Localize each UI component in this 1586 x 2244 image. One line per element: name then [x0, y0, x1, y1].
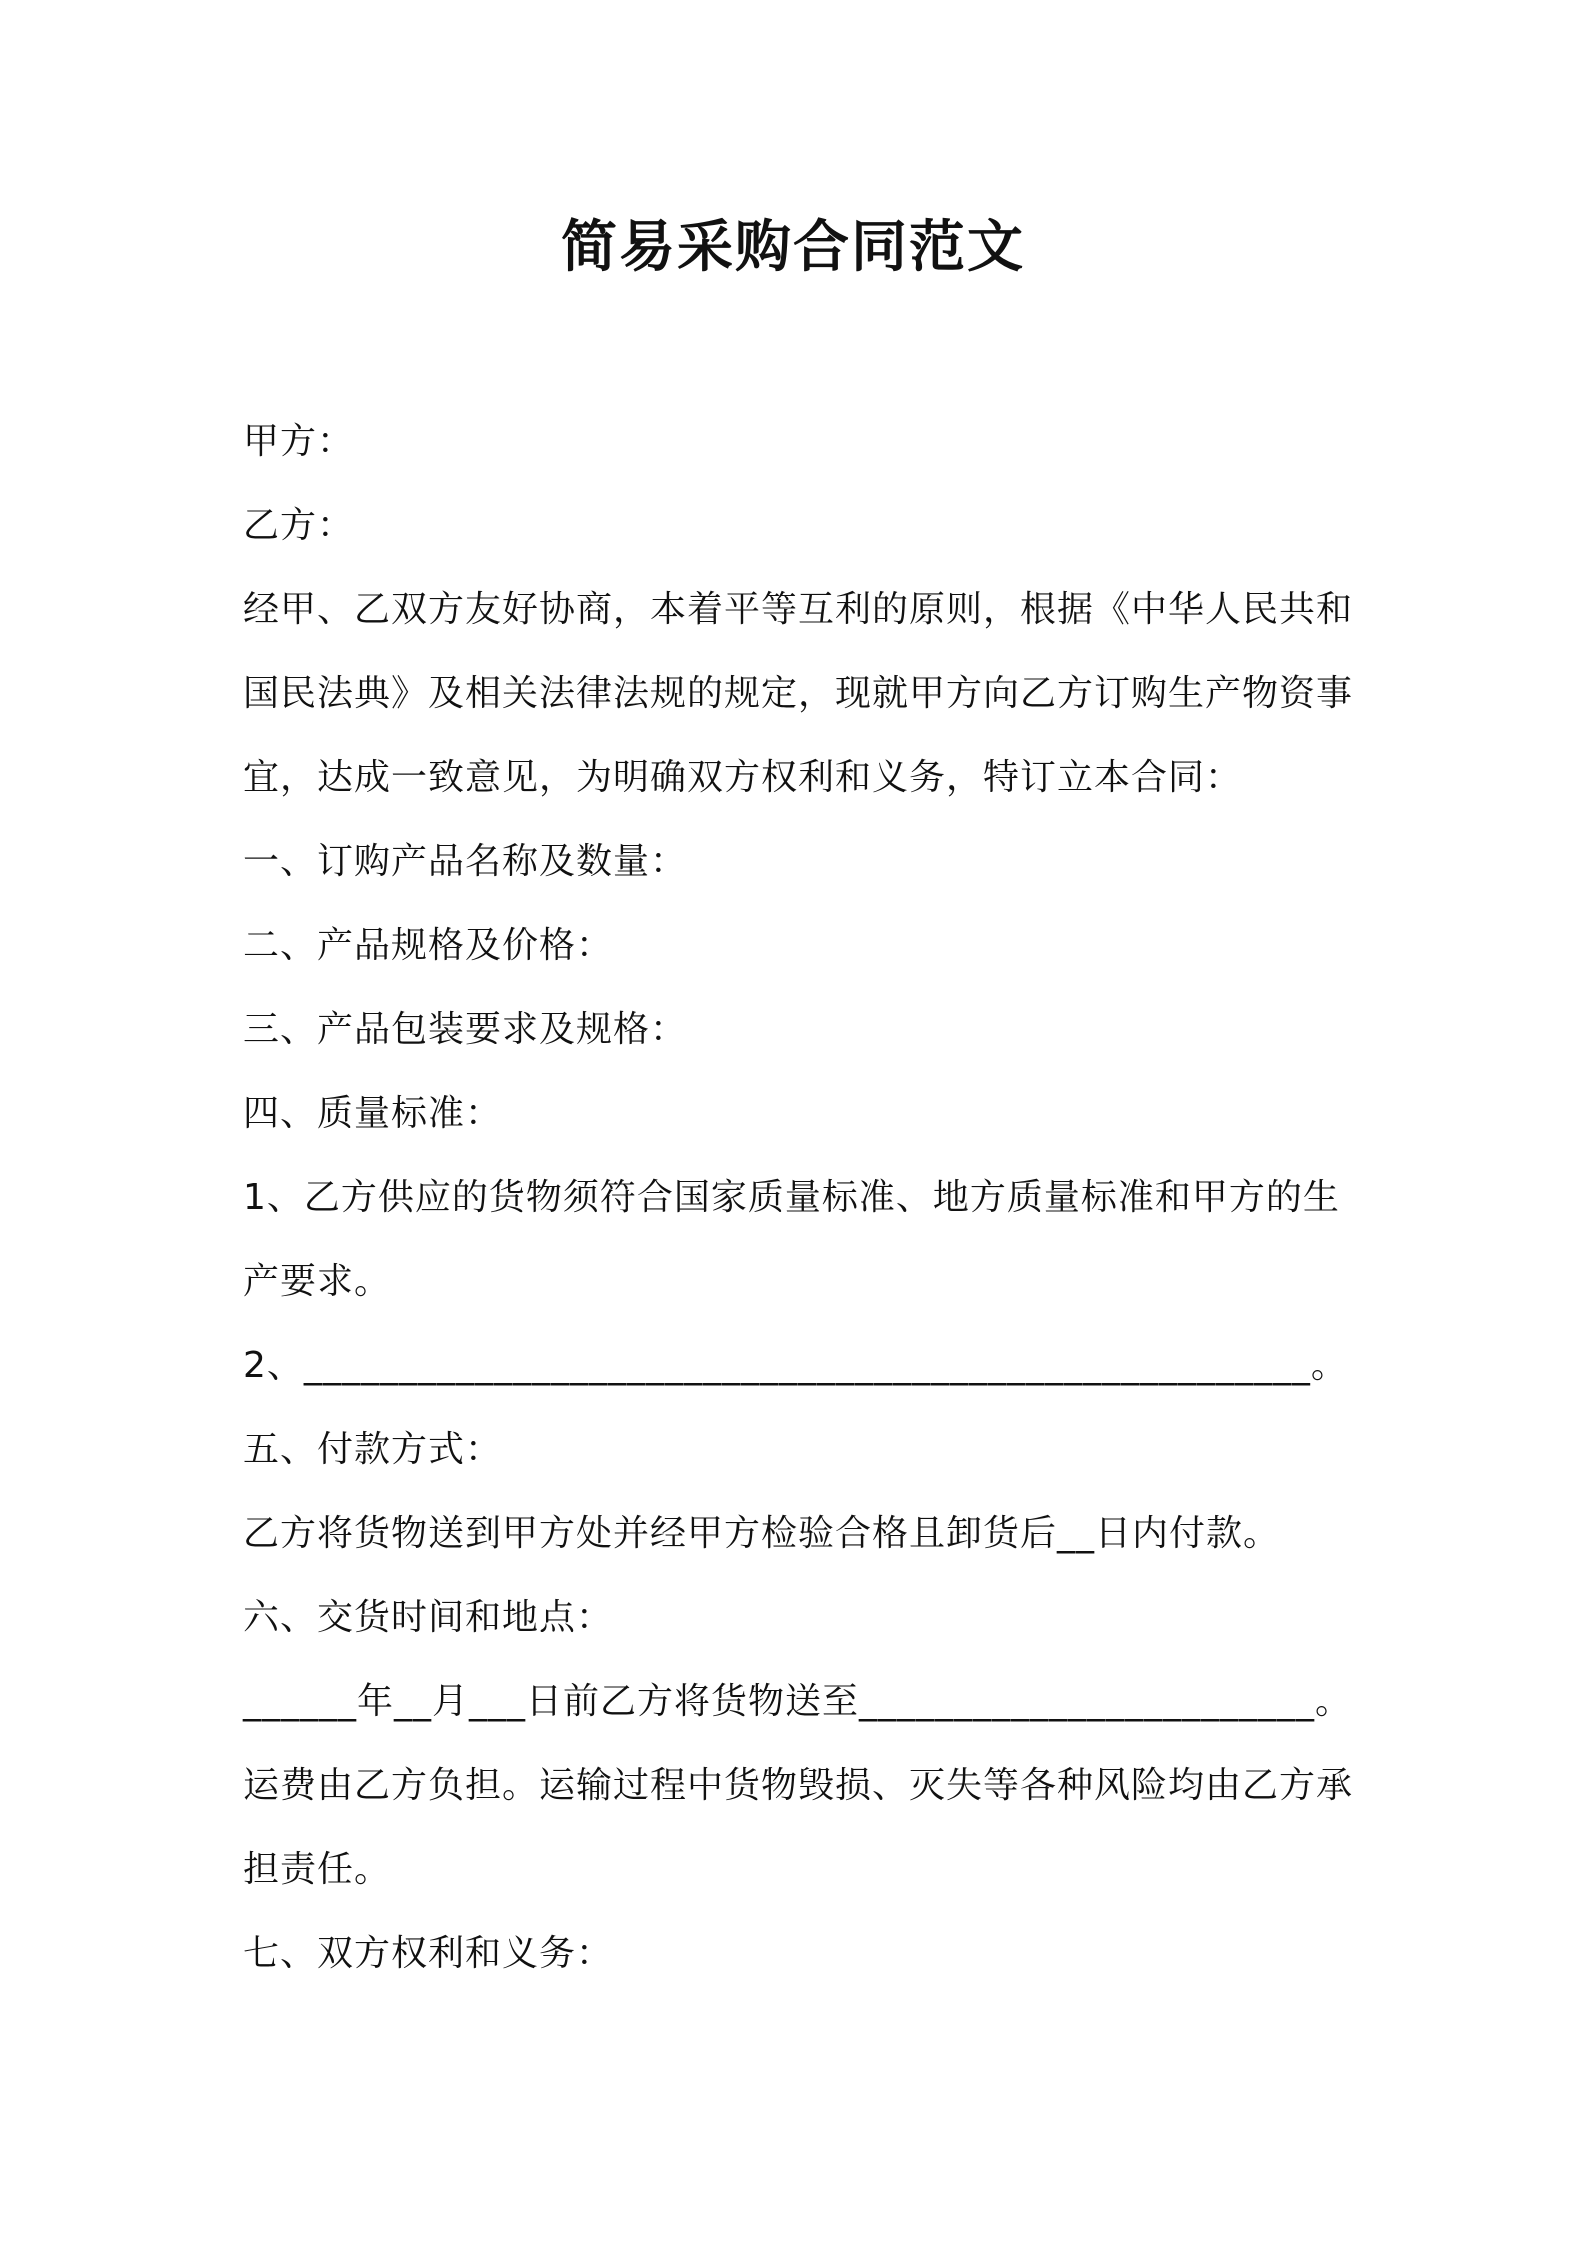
section-1-heading: 一、订购产品名称及数量： — [243, 841, 688, 882]
preamble-line-3: 宜，达成一致意见，为明确双方权利和义务，特订立本合同： — [243, 757, 1243, 798]
section-6-heading: 六、交货时间和地点： — [243, 1597, 614, 1638]
section-2-heading: 二、产品规格及价格： — [243, 925, 614, 966]
freight-clause-line-1: 运费由乙方负担。运输过程中货物毁损、灭失等各种风险均由乙方承 — [243, 1765, 1354, 1806]
delivery-clause: ______年__月___日前乙方将货物送至________________________。 — [243, 1681, 1353, 1722]
preamble-line-2: 国民法典》及相关法律法规的规定，现就甲方向乙方订购生产物资事 — [243, 673, 1354, 714]
section-4-heading: 四、质量标准： — [243, 1093, 503, 1134]
section-5-heading: 五、付款方式： — [243, 1429, 503, 1470]
freight-clause-line-2: 担责任。 — [243, 1849, 392, 1890]
quality-clause-2: 2、_____________________________________________________。 — [243, 1345, 1348, 1386]
quality-clause-1-line-2: 产要求。 — [243, 1261, 392, 1302]
preamble-line-1: 经甲、乙双方友好协商，本着平等互利的原则，根据《中华人民共和 — [243, 589, 1354, 630]
party-b-line: 乙方： — [243, 505, 355, 546]
quality-clause-1-line-1: 1、乙方供应的货物须符合国家质量标准、地方质量标准和甲方的生 — [243, 1177, 1340, 1218]
section-3-heading: 三、产品包装要求及规格： — [243, 1009, 688, 1050]
document-body — [243, 400, 1373, 1996]
section-7-heading: 七、双方权利和义务： — [243, 1933, 614, 1974]
document-title: 简易采购合同范文 — [561, 215, 1025, 280]
payment-clause: 乙方将货物送到甲方处并经甲方检验合格且卸货后__日内付款。 — [243, 1513, 1281, 1554]
party-a-line: 甲方： — [243, 421, 355, 462]
